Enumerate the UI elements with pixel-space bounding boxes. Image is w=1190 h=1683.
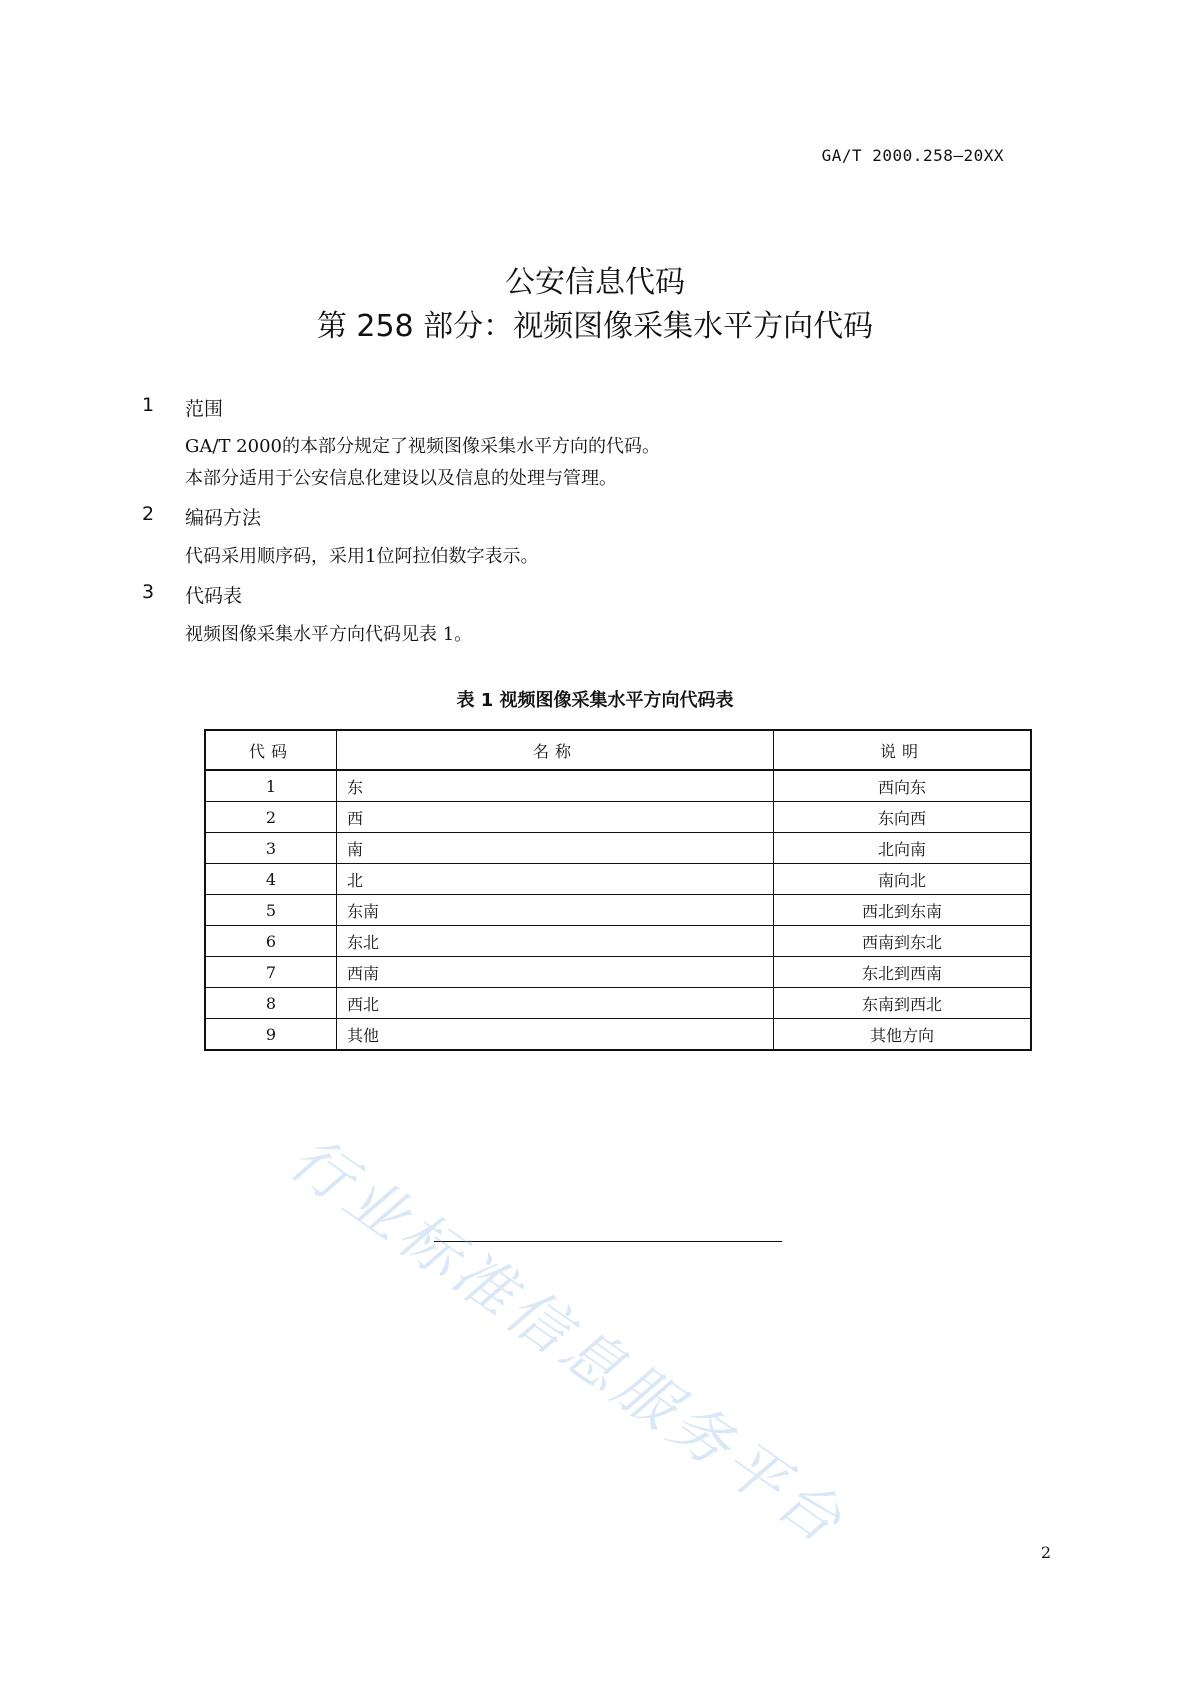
- cell-description: 南向北: [774, 864, 1032, 895]
- table-row: [205, 802, 1031, 833]
- cell-name: 西南: [337, 957, 774, 988]
- table-row: [205, 770, 1031, 802]
- column-header-name: 名称: [337, 730, 774, 770]
- cell-name: 北: [337, 864, 774, 895]
- section-paragraph: 代码采用顺序码，采用1位阿拉伯数字表示。: [185, 546, 539, 567]
- table-row: [205, 1019, 1031, 1051]
- table-row: [205, 833, 1031, 864]
- watermark: 行业标准信息服务平台: [277, 1123, 858, 1560]
- cell-description: 西向东: [774, 770, 1032, 802]
- table-row: [205, 864, 1031, 895]
- cell-code: 4: [205, 864, 337, 895]
- standard-code: GA/T 2000.258—20XX: [821, 146, 1004, 165]
- page-number: 2: [1040, 1543, 1051, 1562]
- section-number: 3: [142, 581, 155, 603]
- cell-code: 5: [205, 895, 337, 926]
- section-title: 范围: [185, 398, 224, 420]
- section-paragraph: GA/T 2000的本部分规定了视频图像采集水平方向的代码。: [185, 436, 660, 457]
- table-row: [205, 957, 1031, 988]
- cell-name: 南: [337, 833, 774, 864]
- code-table: [204, 729, 1032, 1051]
- table-header-row: [205, 730, 1031, 770]
- document-title: 公安信息代码: [505, 265, 685, 300]
- section-title: 代码表: [185, 585, 243, 607]
- section-title: 编码方法: [185, 507, 262, 529]
- cell-code: 8: [205, 988, 337, 1019]
- cell-name: 东: [337, 770, 774, 802]
- cell-description: 东南到西北: [774, 988, 1032, 1019]
- cell-description: 西南到东北: [774, 926, 1032, 957]
- cell-code: 3: [205, 833, 337, 864]
- column-header-description: 说明: [774, 730, 1032, 770]
- cell-description: 北向南: [774, 833, 1032, 864]
- cell-name: 西: [337, 802, 774, 833]
- section-number: 1: [142, 394, 155, 416]
- cell-description: 东向西: [774, 802, 1032, 833]
- cell-code: 2: [205, 802, 337, 833]
- section-number: 2: [142, 503, 155, 525]
- table-row: [205, 926, 1031, 957]
- column-header-code: 代码: [205, 730, 337, 770]
- cell-name: 东南: [337, 895, 774, 926]
- section-paragraph: 本部分适用于公安信息化建设以及信息的处理与管理。: [185, 468, 617, 489]
- cell-description: 东北到西南: [774, 957, 1032, 988]
- cell-name: 西北: [337, 988, 774, 1019]
- cell-description: 西北到东南: [774, 895, 1032, 926]
- table-row: [205, 895, 1031, 926]
- cell-code: 7: [205, 957, 337, 988]
- section-paragraph: 视频图像采集水平方向代码见表 1。: [185, 624, 473, 645]
- cell-code: 9: [205, 1019, 337, 1051]
- cell-code: 6: [205, 926, 337, 957]
- table-caption: 表 1 视频图像采集水平方向代码表: [456, 690, 734, 711]
- cell-code: 1: [205, 770, 337, 802]
- document-subtitle: 第 258 部分：视频图像采集水平方向代码: [316, 309, 874, 344]
- cell-name: 东北: [337, 926, 774, 957]
- end-of-document-rule: [434, 1241, 782, 1242]
- table-row: [205, 988, 1031, 1019]
- cell-name: 其他: [337, 1019, 774, 1051]
- cell-description: 其他方向: [774, 1019, 1032, 1051]
